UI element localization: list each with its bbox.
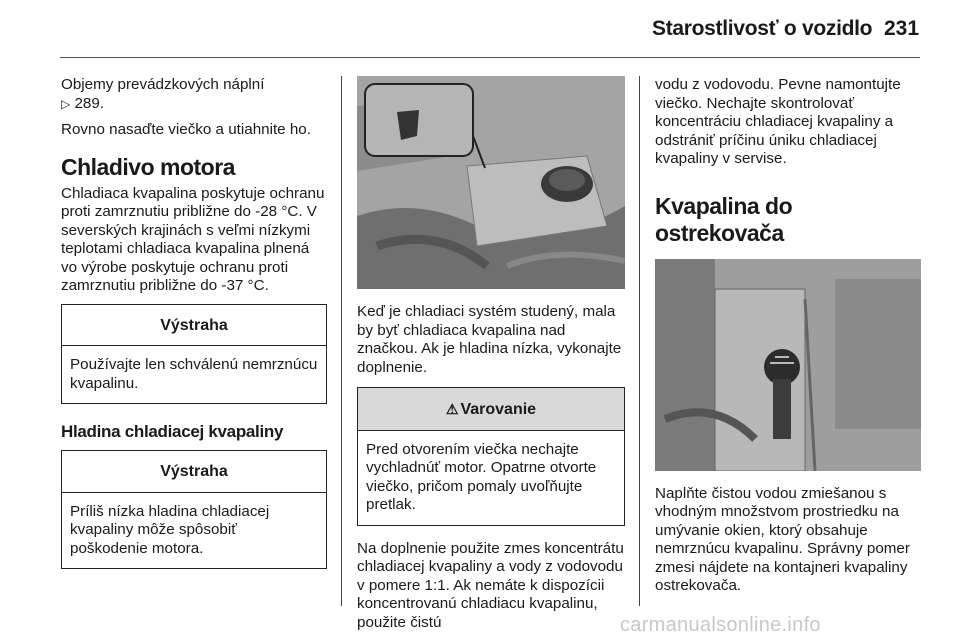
section-title: Starostlivosť o vozidlo — [652, 17, 873, 40]
engine-bay-illustration — [357, 76, 625, 289]
warning-box-title: ⚠ Varovanie — [358, 388, 624, 431]
heading-engine-coolant: Chladivo motora — [61, 153, 235, 180]
caution-box-2 — [61, 450, 327, 569]
warning-box — [357, 387, 625, 526]
caution-box-title: Výstraha — [62, 305, 326, 347]
column-3 — [655, 76, 921, 604]
coolant-reservoir-photo — [357, 76, 625, 289]
column-divider-right — [639, 76, 640, 606]
watermark: carmanualsonline.info — [620, 614, 821, 636]
paragraph-cap-service: vodu z vodovodu. Pevne namontujte viečko. Nechajte skontrolovať koncentráciu chladiacej kvapaliny a odstrániť príčinu úniku chladiacej kvapaliny v servise. — [655, 76, 901, 167]
washer-bay-illustration — [655, 259, 921, 471]
washer-reservoir-photo — [655, 259, 921, 471]
column-divider-left — [341, 76, 342, 606]
page-header — [0, 0, 960, 62]
warning-box-text: Pred otvorením viečka nechajte vychladnúť motor. Opatrne otvorte viečko, pričom pomaly uvoľňujte pretlak. — [366, 440, 597, 513]
warning-triangle-icon: ⚠ — [445, 401, 459, 417]
caution-box-text: Príliš nízka hladina chladiacej kvapaliny môže spôsobiť poškodenie motora. — [70, 502, 270, 557]
paragraph-cold-system: Keď je chladiaci systém studený, mala by byť chladiaca kvapalina nad značkou. Ak je hladina nízka, vykonajte doplnenie. — [357, 303, 622, 376]
paragraph-fill-volumes: Objemy prevádzkových náplní ▷ 289. — [61, 76, 265, 112]
heading-washer-fluid: Kvapalina do ostrekovača — [655, 192, 793, 246]
arrow-reference-icon: ▷ — [61, 96, 71, 111]
header-divider — [60, 57, 920, 58]
caution-box-1 — [61, 304, 327, 405]
column-2 — [357, 76, 625, 640]
paragraph-coolant-protection: Chladiaca kvapalina poskytuje ochranu proti zamrznutiu približne do -28 °C. V severských krajinách s veľmi nízkymi teplotami chladiaca kvapalina plnená vo výrobe poskytuje ochranu proti zamrznutiu približne do -37 °C. — [61, 184, 325, 294]
column-1 — [61, 76, 327, 569]
caution-box-title: Výstraha — [62, 451, 326, 493]
paragraph-mix-ratio: Na doplnenie použite zmes koncentrátu chladiacej kvapaliny a vody z vodovodu v pomere 1:1. Ak nemáte k dispozícii koncentrovanú chladiacu kvapalinu, použite čistú — [357, 539, 624, 631]
paragraph-cap: Rovno nasaďte viečko a utiahnite ho. — [61, 121, 311, 138]
page-reference: 289. — [74, 94, 105, 112]
caution-box-text: Používajte len schválenú nemrznúcu kvapalinu. — [70, 356, 318, 392]
heading-coolant-level: Hladina chladiacej kvapaliny — [61, 422, 284, 441]
paragraph-washer-instructions: Naplňte čistou vodou zmiešanou s vhodným množstvom prostriedku na umývanie okien, ktorý obsahuje nemrznúcu kvapalinu. Správny pomer zmesi nájdete na kontajneri kvapaliny ostrekovača. — [655, 484, 910, 594]
page-number: 231 — [884, 17, 920, 40]
